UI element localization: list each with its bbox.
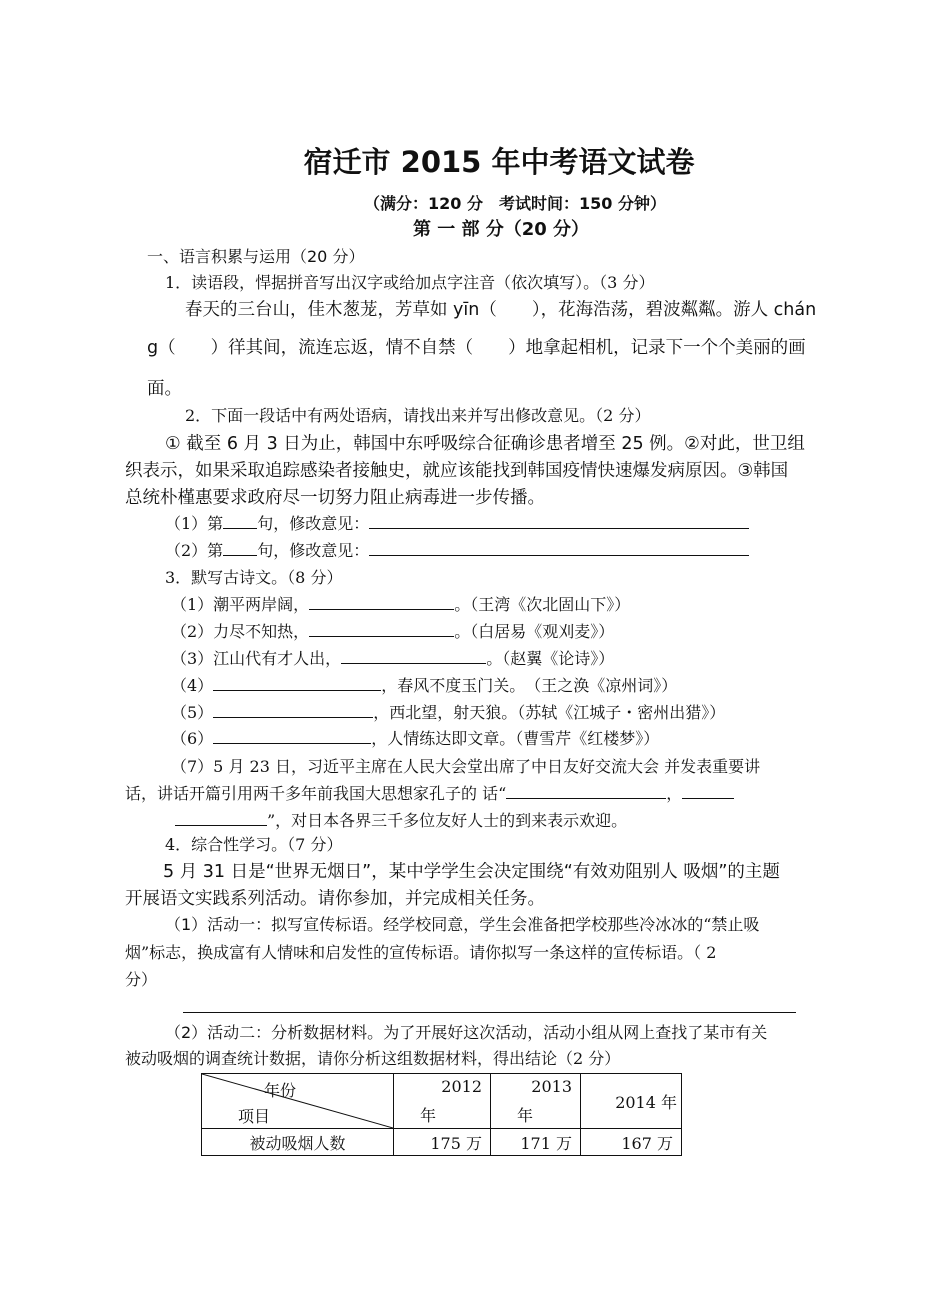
q3-item-1: [171, 595, 630, 615]
q3-item-6: [171, 729, 659, 749]
q2-answer-1-revision-blank[interactable]: [369, 514, 749, 529]
q1-stem: 1．读语段，悍据拼音写出汉字或给加点字注音（依次填写）。（3 分）: [165, 273, 655, 292]
q3-item-2-text: （2）力尽不知热，: [171, 622, 310, 641]
q3-item-5-source: ，西北望，射天狼。（苏轼《江城子・密州出猎》）: [373, 703, 726, 722]
q3-item-2-source: 。（白居易《观刈麦》）: [454, 622, 615, 641]
q4-activity1-line1: [165, 915, 759, 935]
q3-item-6-text: （6）: [171, 729, 214, 748]
q3-item-7-line2: [125, 784, 734, 804]
q3-item-7-ending: ”，对日本各界三千多位友好人士的到来表示欢迎。: [267, 811, 628, 830]
q4-activity1-text: 经学校同意，学生会准备把学校那些冷冰冰的“禁止吸: [383, 915, 760, 934]
q3-item-4-text: （4）: [171, 676, 214, 695]
q3-item-7-line1: （7）5 月 23 日，习近平主席在人民大会堂出席了中日友好交流大会 并发表重要讲: [171, 757, 761, 776]
q3-item-5-text: （5）: [171, 703, 214, 722]
q3-item-7-line3: [175, 811, 627, 831]
exam-title: 宿迁市 2015 年中考语文试卷: [303, 145, 695, 179]
q2-answer-2: [165, 541, 749, 561]
q2-answer-2-prefix: （2）第: [165, 541, 224, 560]
q2-answer-2-suffix: 句，修改意见：: [257, 541, 370, 560]
q2-passage-line2: 织表示，如果采取追踪感染者接触史，就应该能找到韩国疫情快速爆发病原因。③韩国: [125, 461, 789, 481]
q4-intro-line2: 开展语文实践系列活动。请你参加，并完成相关任务。: [125, 889, 545, 909]
table-diagonal-header: [202, 1074, 394, 1129]
value-2012: 175 万: [394, 1129, 491, 1156]
part-title: 第 一 部 分（20 分）: [412, 219, 590, 240]
q3-item-3-text: （3）江山代有才人出，: [171, 649, 342, 668]
q3-item-7-blank-3[interactable]: [175, 811, 267, 826]
q1-passage-line2: g（ ）徉其间，流连忘返，情不自禁（ ）地拿起相机，记录下一个个美丽的画: [147, 338, 806, 358]
q2-answer-1-prefix: （1）第: [165, 514, 224, 533]
q1-passage-line3: 面。: [147, 379, 182, 399]
q3-item-5-blank[interactable]: [213, 703, 373, 718]
header-item-label: 项目: [238, 1107, 271, 1126]
q4-activity1-line2: 烟”标志，换成富有人情味和启发性的宣传标语。请你拟写一条这样的宣传标语。（ 2: [125, 943, 717, 962]
section-heading: 一、语言积累与运用（20 分）: [147, 247, 365, 266]
q2-answer-1-suffix: 句，修改意见：: [257, 514, 370, 533]
header-year-label: 年份: [264, 1081, 297, 1100]
q3-item-7-text: 话，讲话开篇引用两千多年前我国大思想家孔子的 话“: [125, 784, 507, 803]
header-2012: [394, 1074, 491, 1129]
header-2013-unit: 年: [517, 1106, 534, 1125]
q3-item-4: [171, 676, 677, 696]
exam-subtitle: （满分：120 分 考试时间：150 分钟）: [364, 194, 666, 213]
header-2012-year: 2012: [441, 1077, 482, 1096]
header-2013-year: 2013: [531, 1077, 572, 1096]
header-2013: [491, 1074, 581, 1129]
q3-item-5: [171, 703, 725, 723]
q2-stem: 2．下面一段话中有两处语病，请找出来并写出修改意见。（2 分）: [185, 406, 651, 425]
q4-activity1-label: （1）活动一：拟写宣传标语。: [165, 915, 384, 934]
q3-item-1-blank[interactable]: [309, 595, 454, 610]
q2-answer-1-sentence-blank[interactable]: [223, 514, 257, 529]
row-label-passive-smokers: 被动吸烟人数: [202, 1129, 394, 1156]
value-2014: 167 万: [581, 1129, 682, 1156]
q3-item-6-blank[interactable]: [213, 729, 371, 744]
q3-item-7-comma: ，: [666, 784, 683, 803]
q3-item-2: [171, 622, 614, 642]
q3-item-1-source: 。（王湾《次北固山下》）: [454, 595, 631, 614]
q4-activity2-line2: 被动吸烟的调查统计数据，请你分析这组数据材料，得出结论（2 分）: [125, 1049, 621, 1068]
q4-intro-line1: 5 月 31 日是“世界无烟日”，某中学学生会决定围绕“有效劝阻别人 吸烟”的主题: [163, 862, 780, 882]
q3-item-7-blank-1[interactable]: [506, 784, 666, 799]
q3-item-3-source: 。（赵翼《论诗》）: [486, 649, 615, 668]
q3-item-1-text: （1）潮平两岸阔，: [171, 595, 310, 614]
q1-passage-line1: 春天的三台山，佳木葱茏，芳草如 yīn（ ），花海浩荡，碧波粼粼。游人 chán: [185, 300, 817, 320]
header-2012-unit: 年: [420, 1106, 437, 1125]
q4-activity1-line3: 分）: [125, 970, 158, 989]
q2-passage-line1: ① 截至 6 月 3 日为止，韩国中东呼吸综合征确诊患者增至 25 例。②对此，世卫组: [165, 434, 805, 454]
value-2013: 171 万: [491, 1129, 581, 1156]
smoking-data-table: [201, 1073, 682, 1156]
q4-activity2-text: 为了开展好这次活动，活动小组从网上查找了某市有关: [383, 1023, 768, 1042]
q2-answer-1: [165, 514, 749, 534]
q3-item-3: [171, 649, 614, 669]
q2-answer-2-revision-blank[interactable]: [369, 541, 749, 556]
q4-stem: 4．综合性学习。（7 分）: [165, 835, 343, 854]
q3-item-6-source: ，人情练达即文章。（曹雪芹《红楼梦》）: [371, 729, 660, 748]
q4-activity2-label: （2）活动二：分析数据材料。: [165, 1023, 384, 1042]
q3-item-4-source: ，春风不度玉门关。 （王之涣《凉州词》）: [381, 676, 678, 695]
q4-activity2-line1: [165, 1023, 767, 1043]
q3-item-7-blank-2[interactable]: [682, 784, 734, 799]
diagonal-divider: [202, 1074, 393, 1128]
header-2014: 2014 年: [581, 1074, 682, 1129]
q2-answer-2-sentence-blank[interactable]: [223, 541, 257, 556]
q3-stem: 3．默写古诗文。（8 分）: [165, 568, 343, 587]
q4-activity1-answer-line[interactable]: [183, 1012, 796, 1013]
q3-item-2-blank[interactable]: [309, 622, 454, 637]
q2-passage-line3: 总统朴槿惠要求政府尽一切努力阻止病毒进一步传播。: [125, 488, 545, 508]
q3-item-3-blank[interactable]: [341, 649, 486, 664]
q3-item-4-blank[interactable]: [213, 676, 381, 691]
